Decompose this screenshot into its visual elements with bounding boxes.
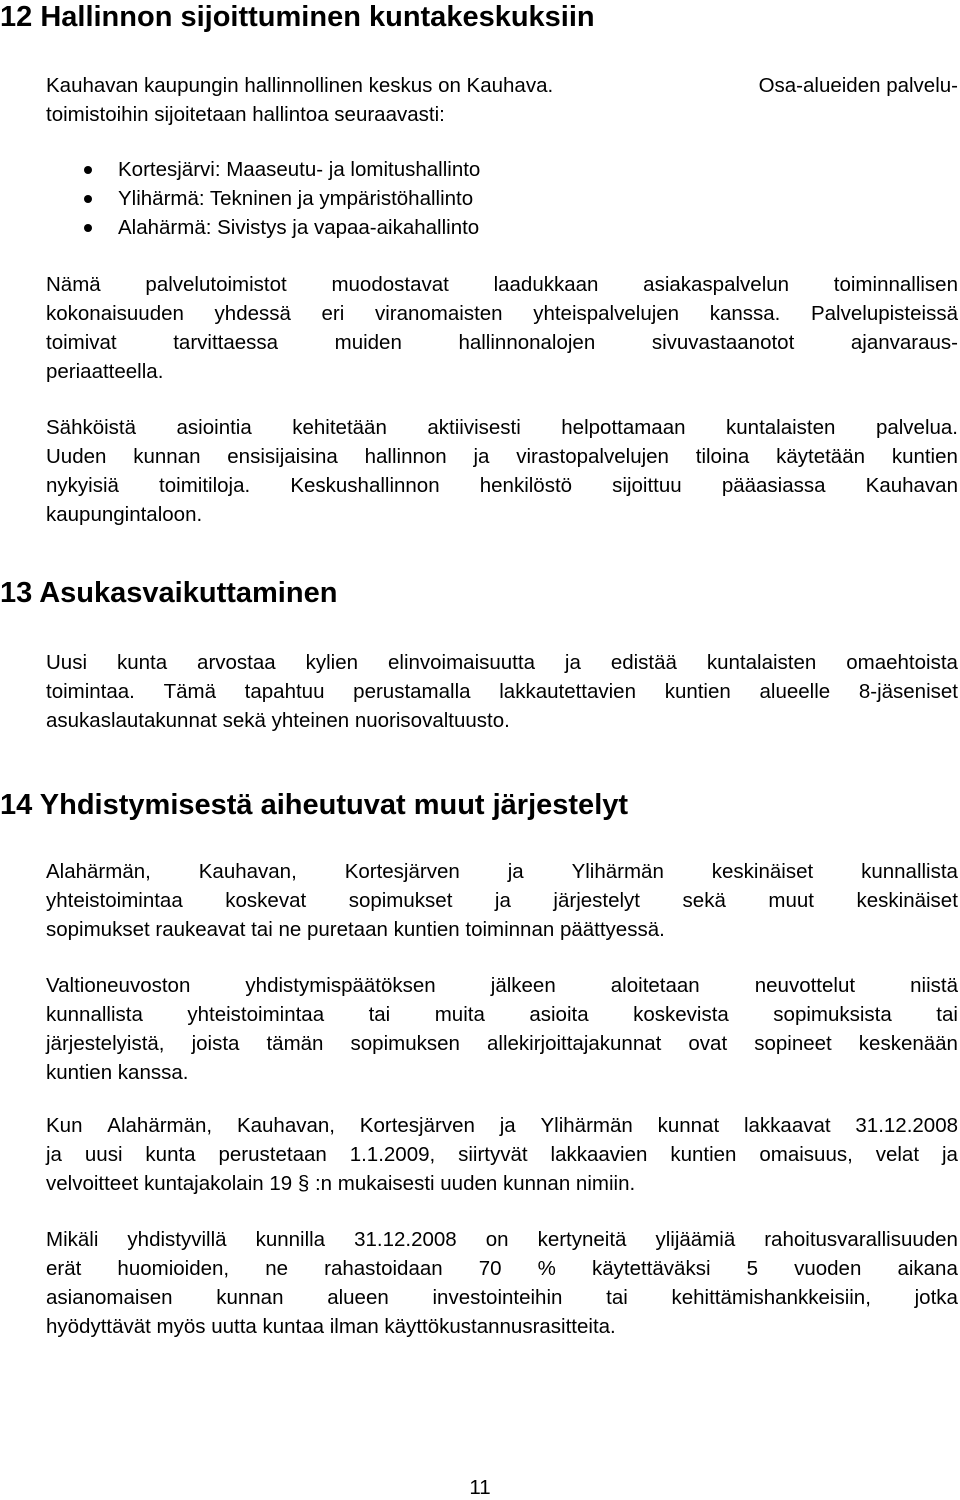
bullet-icon	[84, 195, 92, 203]
list-item: Ylihärmä: Tekninen ja ympäristöhallinto	[80, 184, 480, 213]
intro-line-1: Kauhavan kaupungin hallinnollinen keskus on Kauhava. Osa-alueiden palvelu-	[46, 74, 958, 97]
bullet-icon	[84, 166, 92, 174]
section-12-intro: Kauhavan kaupungin hallinnollinen keskus on Kauhava. Osa-alueiden palvelu- toimistoihin sijoitetaan hallintoa seuraavasti:	[46, 71, 958, 129]
section-14-heading: 14 Yhdistymisestä aiheutuvat muut järjestelyt	[0, 789, 629, 821]
section-14-paragraph-1: Alahärmän, Kauhavan, Kortesjärven ja Ylihärmän keskinäiset kunnallista yhteistoimintaa koskevat sopimukset ja järjestelyt sekä muut keskinäiset sopimukset raukeavat tai ne puretaan kuntien toiminnan päättyessä.	[46, 860, 958, 941]
section-14-paragraph-4: Mikäli yhdistyvillä kunnilla 31.12.2008 on kertyneitä ylijäämiä rahoitusvarallisuuden erät huomioiden, ne rahastoidaan 70 % käytettäväksi 5 vuoden aikana asianomaisen kunnan alueen investointeihin tai kehittämishankkeisiin, jotka hyödyttävät myös uutta kuntaa ilman käyttökustannusrasitteita.	[46, 1228, 958, 1338]
list-item: Kortesjärvi: Maaseutu- ja lomitushallinto	[80, 155, 480, 184]
section-12-heading: 12 Hallinnon sijoittuminen kuntakeskuksiin	[0, 1, 595, 33]
section-13-heading: 13 Asukasvaikuttaminen	[0, 577, 338, 609]
bullet-icon	[84, 224, 92, 232]
section-12-paragraph-3: Sähköistä asiointia kehitetään aktiivisesti helpottamaan kuntalaisten palvelua. Uuden kunnan ensisijaisina hallinnon ja virastopalvelujen tiloina käytetään kuntien nykyisiä toimitiloja. Keskushallinnon henkilöstö sijoittuu pääasiassa Kauhavan kaupungintaloon.	[46, 416, 958, 526]
section-12-paragraph-2: Nämä palvelutoimistot muodostavat laadukkaan asiakaspalvelun toiminnallisen kokonaisuuden yhdessä eri viranomaisten yhteispalvelujen kanssa. Palvelupisteissä toimivat tarvittaessa muiden hallinnonalojen sivuvastaanotot ajanvaraus- periaatteella.	[46, 273, 958, 383]
section-14-paragraph-3: Kun Alahärmän, Kauhavan, Kortesjärven ja Ylihärmän kunnat lakkaavat 31.12.2008 ja uusi kunta perustetaan 1.1.2009, siirtyvät lakkaavien kuntien omaisuus, velat ja velvoitteet kuntajakolain 19 § :n mukaisesti uuden kunnan nimiin.	[46, 1114, 958, 1195]
page-number: 11	[469, 1476, 491, 1499]
section-13-paragraph-1: Uusi kunta arvostaa kylien elinvoimaisuutta ja edistää kuntalaisten omaehtoista toimintaa. Tämä tapahtuu perustamalla lakkautettavien kuntien alueelle 8-jäseniset asukaslautakunnat sekä yhteinen nuorisovaltuusto.	[46, 651, 958, 732]
list-item: Alahärmä: Sivistys ja vapaa-aikahallinto	[80, 213, 480, 242]
section-14-paragraph-2: Valtioneuvoston yhdistymispäätöksen jälkeen aloitetaan neuvottelut niistä kunnallista yhteistoimintaa tai muita asioita koskevista sopimuksista tai järjestelyistä, joista tämän sopimuksen allekirjoittajakunnat ovat sopineet keskenään kuntien kanssa.	[46, 974, 958, 1084]
office-allocation-list	[80, 155, 480, 242]
